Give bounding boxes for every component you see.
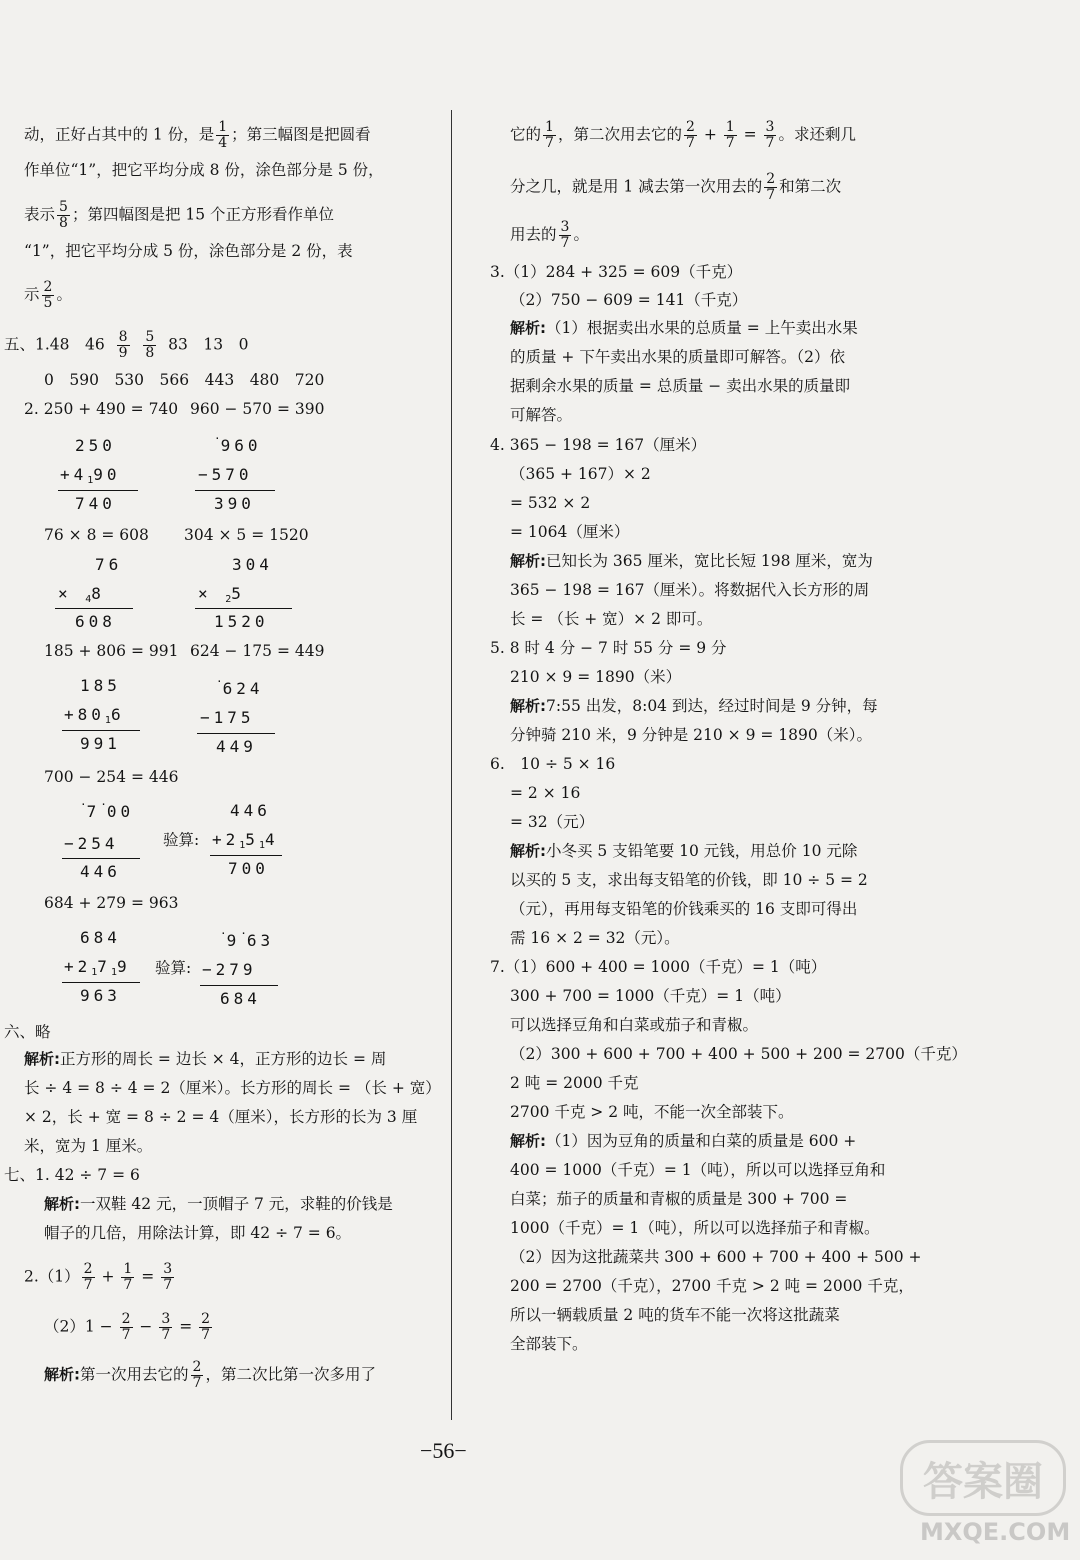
- vertical-calc-mid: −175: [200, 708, 255, 727]
- explanation-line: 帽子的几倍，用除法计算，即 42 ÷ 7 = 6。: [44, 1224, 352, 1242]
- explanation-line: 解析:小冬买 5 支铅笔要 10 元钱，用总价 10 元除: [510, 842, 858, 860]
- explanation-line: 200 = 2700（千克），2700 千克 > 2 吨 = 2000 千克，: [510, 1277, 914, 1295]
- section-five-row-2: 0 590 530 566 443 480 720: [44, 371, 325, 389]
- equation: 960 − 570 = 390: [190, 400, 325, 418]
- vertical-calc-top: 684: [80, 928, 121, 947]
- section-five-row-1: 五、1.48 46 $\frac{8}{9}$ $\frac{5}{8}$ 83 13 0: [4, 329, 249, 361]
- right-line-3: 用去的 $\frac{3}{7}$ 。: [510, 219, 589, 251]
- vertical-calc-result: 390: [214, 494, 255, 513]
- left-line-5: 示 $\frac{2}{5}$ 。: [24, 279, 72, 311]
- equation: 2. 250 + 490 = 740: [24, 400, 179, 418]
- explanation-line: （元），再用每支铅笔的价钱乘买的 16 支即可得出: [510, 900, 858, 918]
- calc-rule: [195, 608, 292, 609]
- vertical-calc-result: 608: [75, 612, 116, 631]
- explanation-line: 长 = （长 + 宽）× 2 即可。: [510, 610, 713, 628]
- equation: 185 + 806 = 991: [44, 642, 179, 660]
- answer-line: 5. 8 时 4 分 − 7 时 55 分 = 9 分: [490, 639, 727, 657]
- vertical-calc-mid: +21719: [64, 957, 131, 978]
- vertical-calc-top: ·9·63: [220, 927, 275, 950]
- vertical-calc-top: 304: [232, 555, 273, 574]
- answer-line: = 32（元）: [510, 813, 595, 831]
- section-six: 六、略: [4, 1023, 51, 1041]
- answer-line: 6. 10 ÷ 5 × 16: [490, 755, 616, 773]
- vertical-calc-mid: −254: [64, 834, 119, 853]
- explanation-line: 解析:第一次用去它的 $\frac{2}{7}$ ，第二次比第一次多用了: [44, 1359, 376, 1391]
- answer-line: 2 吨 = 2000 千克: [510, 1074, 639, 1092]
- calc-rule: [210, 855, 282, 856]
- section-seven-q1: 七、1. 42 ÷ 7 = 6: [4, 1166, 140, 1184]
- answer-line: 7.（1）600 + 400 = 1000（千克）= 1（吨）: [490, 958, 827, 976]
- vertical-calc-mid: +21514: [212, 830, 279, 851]
- explanation-line: 据剩余水果的质量 = 总质量 − 卖出水果的质量即: [510, 377, 851, 395]
- check-label: 验算:: [155, 959, 192, 977]
- explanation-line: 可解答。: [510, 406, 573, 424]
- explanation-line: 分钟骑 210 米，9 分钟是 210 × 9 = 1890（米）。: [510, 726, 872, 744]
- vertical-calc-mid: −279: [202, 960, 257, 979]
- calc-rule: [62, 730, 140, 731]
- right-line-1: 它的 $\frac{1}{7}$ ，第二次用去它的 $\frac{2}{7}$ + $\frac{1}{7}$ = $\frac{3}{7}$ 。求还剩几: [510, 119, 856, 151]
- vertical-calc-result: 991: [80, 734, 121, 753]
- vertical-calc-result: 740: [75, 494, 116, 513]
- check-label: 验算:: [163, 831, 200, 849]
- watermark-logo: 答案圈: [900, 1440, 1066, 1516]
- left-line-4: “1”，把它平均分成 5 份，涂色部分是 2 份，表: [24, 242, 353, 260]
- equation: 684 + 279 = 963: [44, 894, 179, 912]
- answer-line: （365 + 167）× 2: [510, 465, 651, 483]
- answer-line: = 2 × 16: [510, 784, 581, 802]
- explanation-line: 的质量 + 下午卖出水果的质量即可解答。（2）依: [510, 348, 845, 366]
- right-line-2: 分之几，就是用 1 减去第一次用去的 $\frac{2}{7}$ 和第二次: [510, 171, 842, 203]
- explanation-line: 400 = 1000（千克）= 1（吨），所以可以选择豆角和: [510, 1161, 886, 1179]
- calc-rule: [55, 608, 133, 609]
- watermark-site: MXQE.COM: [920, 1518, 1071, 1546]
- explanation-line: 所以一辆载质量 2 吨的货车不能一次将这批蔬菜: [510, 1306, 840, 1324]
- explanation-line: × 2，长 + 宽 = 8 ÷ 2 = 4（厘米），长方形的长为 3 厘: [24, 1108, 418, 1126]
- explanation-line: 解析:一双鞋 42 元，一顶帽子 7 元，求鞋的价钱是: [44, 1195, 393, 1213]
- vertical-calc-top: ·624: [216, 675, 264, 698]
- vertical-calc-mid: × 48: [58, 584, 105, 605]
- explanation-line: 解析:已知长为 365 厘米，宽比长短 198 厘米，宽为: [510, 552, 873, 570]
- answer-line: 300 + 700 = 1000（千克）= 1（吨）: [510, 987, 791, 1005]
- vertical-calc-mid: −570: [198, 465, 253, 484]
- fraction: $\frac{2}{5}$: [43, 279, 53, 311]
- explanation-line: （2）因为这批蔬菜共 300 + 600 + 700 + 400 + 500 +: [510, 1248, 922, 1266]
- calc-rule: [197, 733, 275, 734]
- fraction: $\frac{1}{4}$: [218, 119, 228, 151]
- explanation-line: 长 ÷ 4 = 8 ÷ 4 = 2（厘米）。长方形的周长 = （长 + 宽）: [24, 1079, 441, 1097]
- answer-line: = 1064（厘米）: [510, 523, 630, 541]
- vertical-calc-result: 700: [228, 859, 269, 878]
- explanation-line: 全部装下。: [510, 1335, 588, 1353]
- vertical-calc-mid: +8016: [64, 705, 125, 726]
- explanation-line: 白菜；茄子的质量和青椒的质量是 300 + 700 =: [510, 1190, 848, 1208]
- vertical-calc-mid: × 25: [198, 584, 245, 605]
- answer-line: 4. 365 − 198 = 167（厘米）: [490, 436, 707, 454]
- equation: 624 − 175 = 449: [190, 642, 325, 660]
- calc-rule: [195, 490, 275, 491]
- vertical-calc-result: 446: [80, 862, 121, 881]
- calc-rule: [200, 985, 278, 986]
- vertical-calc-mid: +4190: [60, 465, 121, 486]
- fraction: $\frac{5}{8}$: [59, 199, 68, 231]
- explanation-line: 解析:正方形的周长 = 边长 × 4，正方形的边长 = 周: [24, 1050, 387, 1068]
- explanation-line: 解析:（1）根据卖出水果的总质量 = 上午卖出水果: [510, 319, 858, 337]
- explanation-line: 解析:（1）因为豆角的质量和白菜的质量是 600 +: [510, 1132, 857, 1150]
- explanation-line: 米，宽为 1 厘米。: [24, 1137, 153, 1155]
- q2-part-1: 2.（1） $\frac{2}{7}$ + $\frac{1}{7}$ = $\frac{3}{7}$: [24, 1261, 173, 1293]
- answer-line: 2700 千克 > 2 吨，不能一次全部装下。: [510, 1103, 794, 1121]
- vertical-calc-result: 684: [220, 989, 261, 1008]
- vertical-calc-top: 76: [95, 555, 123, 574]
- explanation-line: 解析:7:55 出发，8:04 到达，经过时间是 9 分钟，每: [510, 697, 878, 715]
- equation: 700 − 254 = 446: [44, 768, 179, 786]
- column-divider: [451, 110, 452, 1420]
- vertical-calc-result: 449: [216, 737, 257, 756]
- equation: 304 × 5 = 1520: [184, 526, 309, 544]
- vertical-calc-result: 963: [80, 986, 121, 1005]
- answer-line: 210 × 9 = 1890（米）: [510, 668, 682, 686]
- explanation-line: 1000（千克）= 1（吨），所以可以选择茄子和青椒。: [510, 1219, 880, 1237]
- calc-rule: [58, 490, 138, 491]
- answer-line: （2）750 − 609 = 141（千克）: [510, 291, 748, 309]
- explanation-line: 365 − 198 = 167（厘米）。将数据代入长方形的周: [510, 581, 870, 599]
- left-line-2: 作单位“1”，把它平均分成 8 份，涂色部分是 5 份，: [24, 161, 384, 179]
- calc-rule: [62, 982, 140, 983]
- answer-line: = 532 × 2: [510, 494, 591, 512]
- answer-line: 可以选择豆角和白菜或茄子和青椒。: [510, 1016, 759, 1034]
- answer-line: 3.（1）284 + 325 = 609（千克）: [490, 263, 743, 281]
- vertical-calc-top: 446: [230, 801, 271, 820]
- calc-rule: [62, 858, 140, 859]
- left-line-3: 表示 $\frac{5}{8}$ ；第四幅图是把 15 个正方形看作单位: [24, 199, 335, 231]
- explanation-line: 需 16 × 2 = 32（元）。: [510, 929, 680, 947]
- q2-part-2: （2）1 − $\frac{2}{7}$ − $\frac{3}{7}$ = $\frac{2}{7}$: [44, 1311, 211, 1343]
- vertical-calc-top: ·7·00: [80, 798, 135, 821]
- explanation-line: 以买的 5 支，求出每支铅笔的价钱，即 10 ÷ 5 = 2: [510, 871, 868, 889]
- page-number: −56−: [420, 1438, 467, 1463]
- left-line-1: 动，正好占其中的 1 份，是 $\frac{1}{4}$ ；第三幅图是把圆看: [24, 119, 371, 151]
- vertical-calc-result: 1520: [214, 612, 269, 631]
- answer-line: （2）300 + 600 + 700 + 400 + 500 + 200 = 2700（千克）: [510, 1045, 967, 1063]
- vertical-calc-top: ·960: [214, 432, 262, 455]
- vertical-calc-top: 185: [80, 676, 121, 695]
- equation: 76 × 8 = 608: [44, 526, 149, 544]
- vertical-calc-top: 250: [75, 436, 116, 455]
